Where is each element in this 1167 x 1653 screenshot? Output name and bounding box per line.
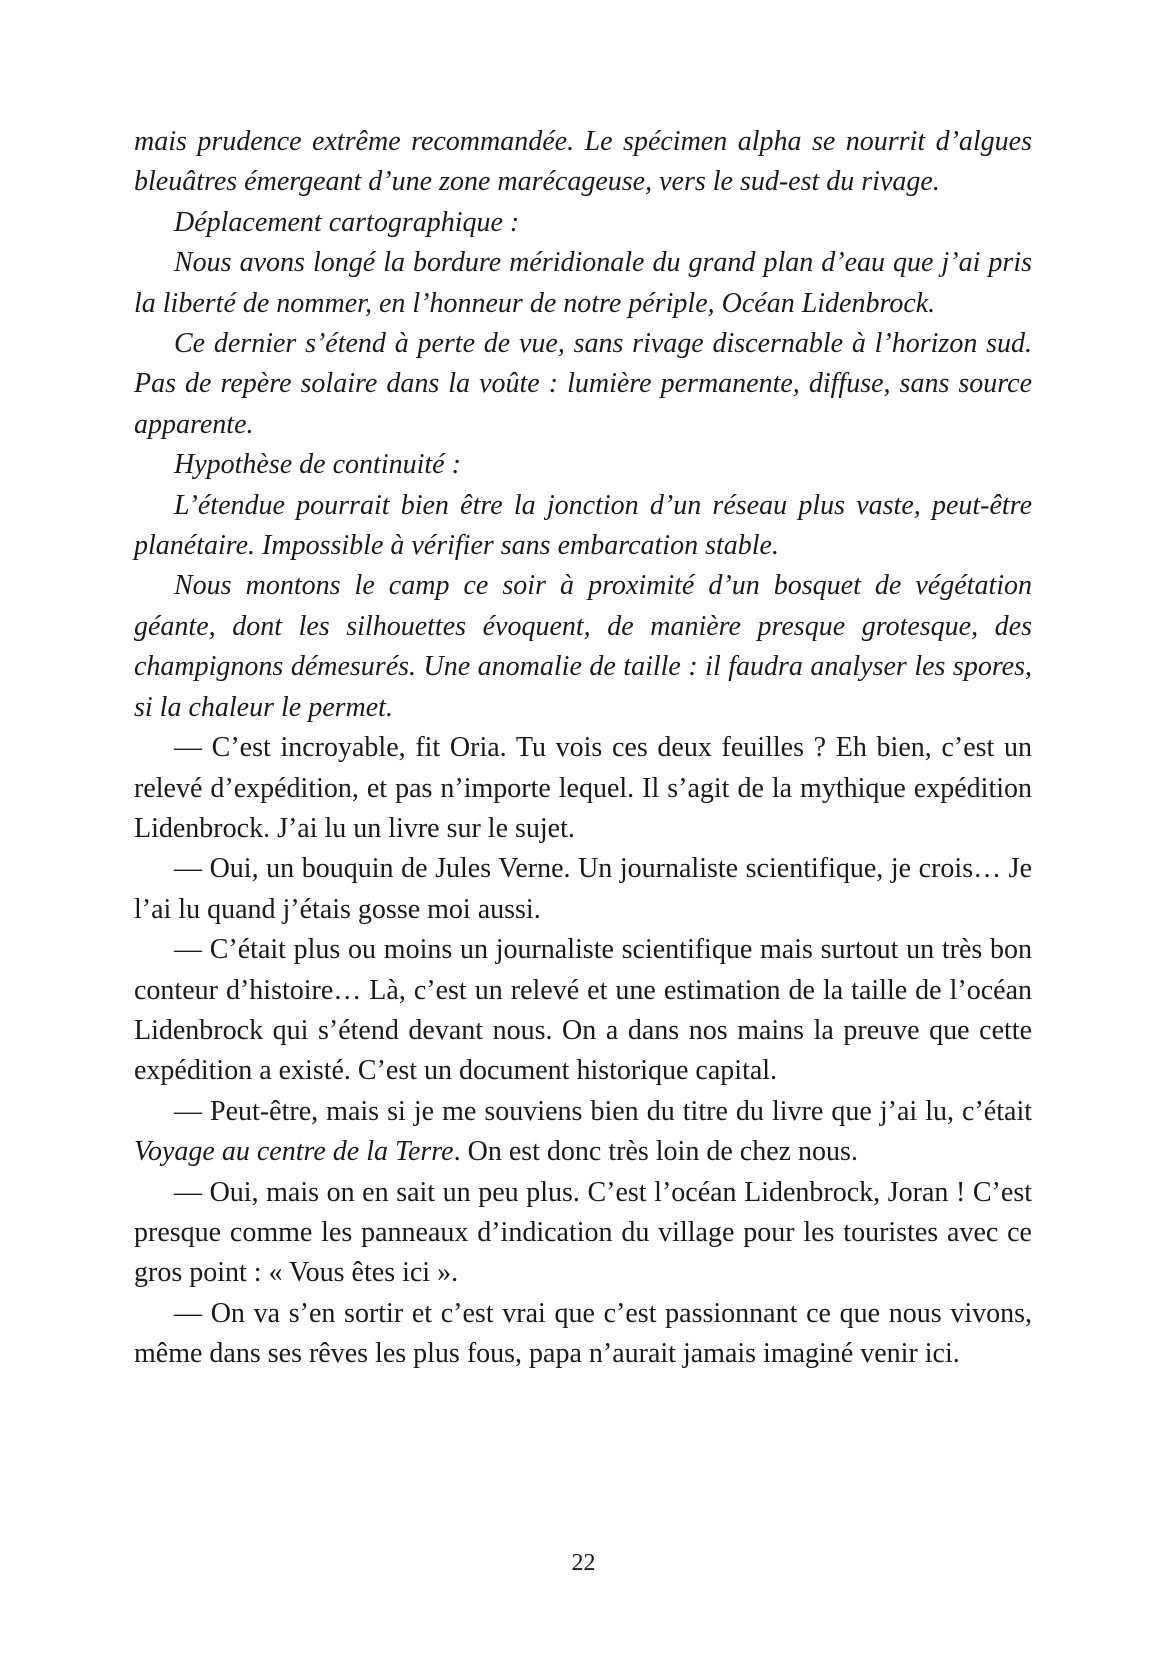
paragraph-text: — Peut-être, mais si je me souviens bien du titre du livre que j’ai lu, c’était (174, 1095, 1032, 1127)
page-number: 22 (571, 1550, 596, 1576)
journal-paragraph (134, 122, 1032, 203)
book-title-text: Voyage au centre de la Terre (134, 1136, 454, 1168)
paragraph-text: — Oui, mais on en sait un peu plus. C’est l’océan Lidenbrock, Joran ! C’est presque comme les panneaux d’indication du village pour les touristes avec ce gros point : « Vous êtes ici ». (134, 1176, 1032, 1289)
paragraph-text: — C’est incroyable, fit Oria. Tu vois ces deux feuilles ? Eh bien, c’est un relevé d’expédition, et pas n’importe lequel. Il s’agit de la mythique expédition Lidenbrock. J’ai lu un livre sur le sujet. (134, 732, 1032, 844)
journal-paragraph (134, 486, 1032, 567)
paragraph-text: — Oui, un bouquin de Jules Verne. Un journaliste scientifique, je crois… Je l’ai lu quand j’étais gosse moi aussi. (134, 853, 1032, 925)
paragraph-text: Hypothèse de continuité : (174, 449, 461, 481)
dialogue-paragraph (134, 728, 1032, 849)
dialogue-paragraph (134, 1294, 1032, 1375)
paragraph-text: mais prudence extrême recommandée. Le spécimen alpha se nourrit d’algues bleuâtres émergeant d’une zone marécageuse, vers le sud-est du rivage. (134, 126, 1032, 198)
paragraph-text: L’étendue pourrait bien être la jonction d’un réseau plus vaste, peut-être planétaire. Impossible à vérifier sans embarcation stable. (134, 489, 1032, 562)
paragraph-text: Nous avons longé la bordure méridionale du grand plan d’eau que j’ai pris la liberté de nommer, en l’honneur de notre périple, Océan Lidenbrock. (134, 247, 1032, 319)
paragraph-text: — C’était plus ou moins un journaliste scientifique mais surtout un très bon conteur d’histoire… Là, c’est un relevé et une estimation de la taille de l’océan Lidenbrock qui s’étend devant nous. On a dans nos mains la preuve que cette expédition a existé. C’est un document historique capital. (134, 934, 1032, 1087)
paragraph-text: Déplacement cartographique : (174, 206, 520, 238)
dialogue-paragraph (134, 849, 1032, 930)
dialogue-paragraph (134, 1173, 1032, 1294)
journal-paragraph (134, 445, 1032, 485)
paragraph-text: . On est donc très loin de chez nous. (453, 1136, 858, 1168)
page-body (134, 122, 1032, 1375)
journal-paragraph (134, 566, 1032, 728)
journal-paragraph (134, 203, 1032, 243)
dialogue-paragraph (134, 930, 1032, 1092)
paragraph-text: Ce dernier s’étend à perte de vue, sans rivage discernable à l’horizon sud. Pas de repère solaire dans la voûte : lumière permanente, diffuse, sans source apparente. (134, 328, 1032, 440)
dialogue-paragraph (134, 1092, 1032, 1173)
paragraph-text: Nous montons le camp ce soir à proximité d’un bosquet de végétation géante, dont les silhouettes évoquent, de manière presque grotesque, des champignons démesurés. Une anomalie de taille : il faudra analyser les spores, si la chaleur le permet. (134, 570, 1032, 723)
journal-paragraph (134, 324, 1032, 445)
journal-paragraph (134, 243, 1032, 324)
paragraph-text: — On va s’en sortir et c’est vrai que c’est passionnant ce que nous vivons, même dans ses rêves les plus fous, papa n’aurait jamais imaginé venir ici. (134, 1297, 1032, 1370)
